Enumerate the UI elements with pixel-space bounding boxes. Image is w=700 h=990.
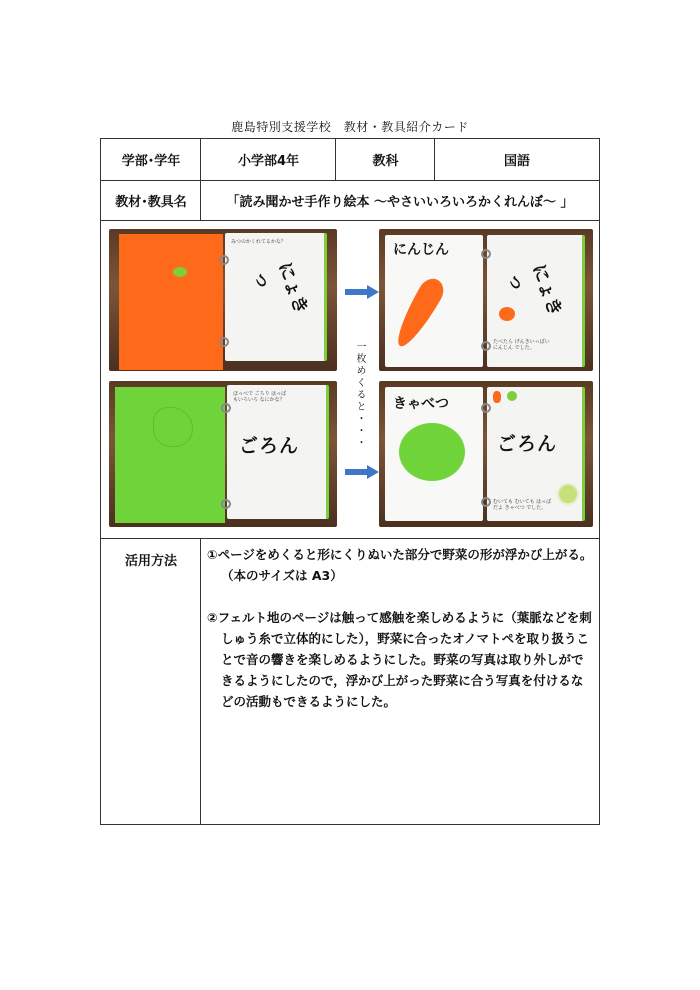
onomatopoeia-word: ごろん: [239, 435, 300, 457]
usage-description: [207, 544, 595, 712]
orange-felt-page: [119, 234, 223, 370]
material-row: [101, 181, 599, 221]
cabbage-sticker-icon: [507, 391, 517, 401]
binder-ring-icon: [481, 403, 491, 413]
usage-item-2: ②フェルト地のページは触って感触を楽しめるように（葉脈などを刺しゅう糸で立体的にした），野菜に合ったオノマトペを取り扱うことで音の響きを楽しめるようにした。野菜の写真は取り外しができるようにしたので，浮かび上がった野菜に合う写真を付けるなどの活動もできるようにした。: [207, 610, 592, 709]
photo-cabbage-open: [379, 381, 593, 527]
carrot-page: [385, 235, 483, 367]
material-label: 教材･教具名: [115, 195, 187, 210]
binder-ring-icon: [221, 499, 231, 509]
photo-carrot-open: [379, 229, 593, 371]
green-felt-page: [115, 387, 225, 523]
vegetable-name: にんじん: [393, 242, 449, 258]
binder-ring-icon: [481, 249, 491, 259]
leaf-vein-icon: [153, 407, 193, 447]
usage-label: 活用方法: [124, 553, 177, 569]
binder-ring-icon: [219, 255, 229, 265]
material-value: 「読み聞かせ手作り絵本 ～やさいいろいろかくれんぼ～ 」: [226, 195, 574, 210]
photo-panel: [101, 221, 599, 539]
binder-ring-icon: [481, 497, 491, 507]
arrow-right-icon: [345, 465, 379, 479]
cabbage-photo-icon: [557, 483, 579, 505]
white-page: [225, 233, 327, 361]
carrot-sticker-icon: [493, 391, 501, 403]
white-page: [227, 385, 329, 519]
binder-ring-icon: [219, 337, 229, 347]
page-caption: たべたら げんきいっぱい にんじん でした。: [493, 339, 550, 351]
photo-cabbage-closed: [109, 381, 337, 527]
onomatopoeia-word: にょきっ: [249, 259, 312, 317]
page-caption: むいても むいても はっぱだよ きゃべつ でした。: [493, 499, 552, 511]
arrow-right-icon: [345, 285, 379, 299]
introduction-card: [100, 138, 600, 825]
binder-ring-icon: [221, 403, 231, 413]
dept-value: 小学部4年: [237, 154, 300, 169]
dept-label: 学部･学年: [121, 154, 181, 169]
white-page: [487, 235, 585, 367]
cabbage-page: [385, 387, 483, 521]
photo-carrot-closed: [109, 229, 337, 371]
carrot-cutout-icon: [390, 274, 449, 352]
carrot-photo-icon: [499, 307, 515, 321]
white-page: [487, 387, 585, 521]
onomatopoeia-word: にょきっ: [503, 261, 566, 319]
vegetable-name: きゃべつ: [393, 396, 449, 412]
page-caption: みつのかくれてるかな？: [231, 239, 286, 245]
page-caption: ほっぺで ごろり はっぱもいろいろ なにかな？: [233, 391, 287, 403]
info-row: [101, 139, 599, 181]
page-turn-note: 一枚めくると・・・: [354, 341, 365, 449]
binder-ring-icon: [481, 341, 491, 351]
cabbage-cutout-icon: [399, 423, 465, 481]
document-title: 鹿島特別支援学校 教材・教具紹介カード: [231, 120, 469, 134]
usage-item-1: ①ページをめくると形にくりぬいた部分で野菜の形が浮かび上がる。（本のサイズは A3）: [207, 547, 593, 583]
subject-label: 教科: [372, 154, 399, 169]
subject-value: 国語: [503, 154, 530, 169]
carrot-leaf-icon: [173, 267, 187, 277]
onomatopoeia-word: ごろん: [497, 433, 558, 455]
